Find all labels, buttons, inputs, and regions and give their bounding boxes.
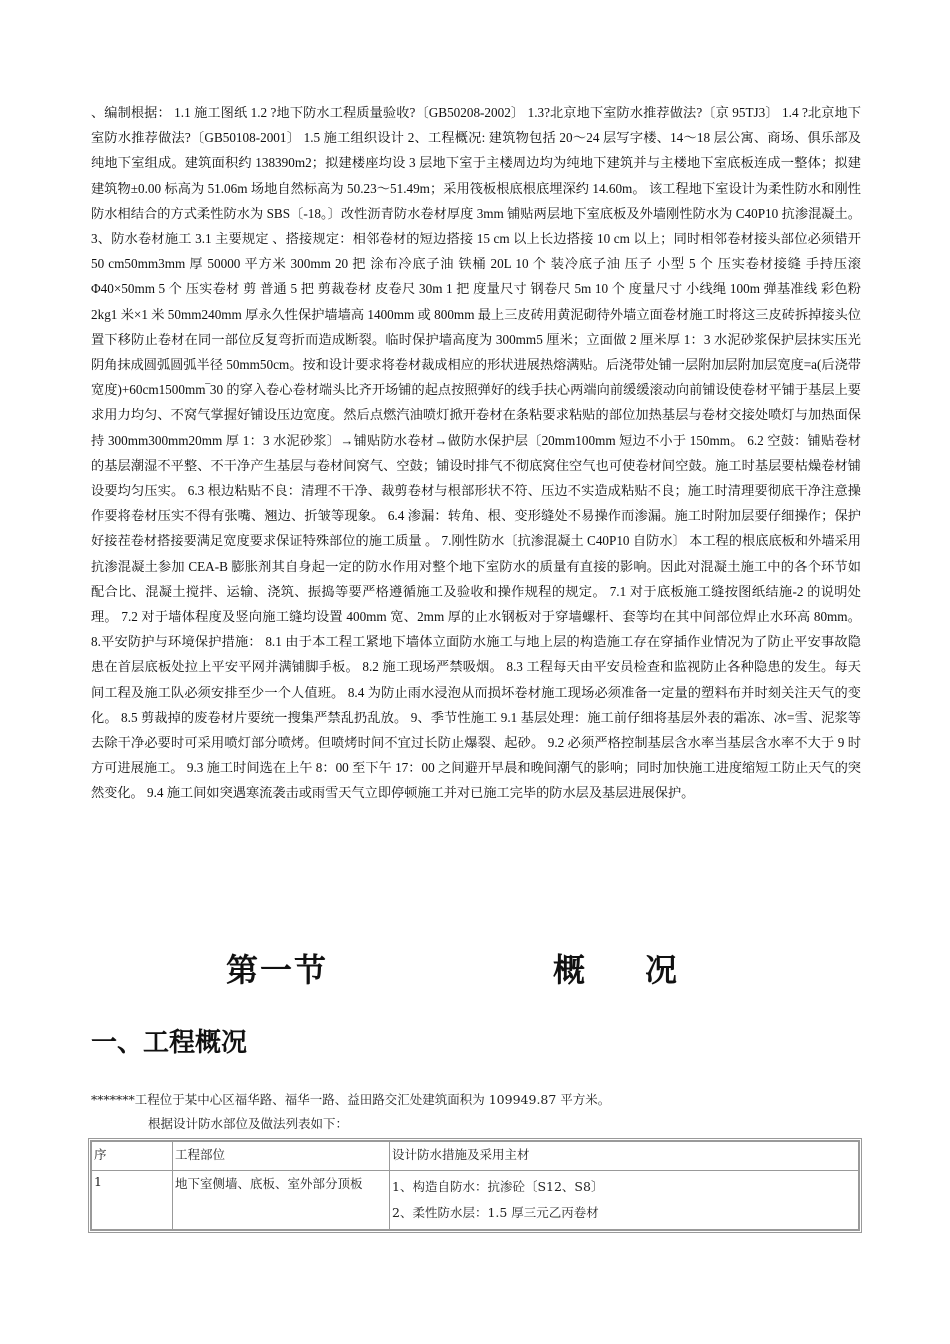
header-seq: 序 [92,1142,173,1171]
waterproof-table [88,1138,862,1233]
table-row [92,1171,859,1230]
header-measures: 设计防水措施及采用主材 [390,1142,859,1171]
body-paragraph: 、编制根据： 1.1 施工图纸 1.2 ?地下防水工程质量验收?〔GB50208-2002〕 1.3?北京地下室防水推荐做法?〔京 95TJ3〕 1.4 ?北京地下室防水推荐做法?〔GB50108-2001〕 1.5 施工组织设计 2、工程概况: 建筑物包括 20～24 层写字楼、14～18 层公寓、商场、俱乐部及纯地下室组成。建筑面积约 138390m2；拟建楼座均设 3 层地下室于主楼周边均为纯地下建筑并与主楼地下室底板连成一整体；拟建建筑物±0.00 标高为 51.06m 场地自然标高为 50.23～51.49m；采用筏板根底根底埋深约 14.60m。 该工程地下室设计为柔性防水和刚性防水相结合的方式柔性防水为 SBS〔-18。〕改性沥青防水卷材厚度 3mm 铺贴两层地下室底板及外墙刚性防水为 C40P10 抗渗混凝土。 3、防水卷材施工 3.1 主要规定 、搭接规定：相邻卷材的短边搭接 15 cm 以上长边搭接 10 cm 以上；同时相邻卷材接头部位必须错开 50 cm50mm3mm 厚 50000 平方米 300mm 20 把 涂布冷底子油 铁桶 20L 10 个 装冷底子油 压子 小型 5 个 压实卷材接缝 手持压滚 Φ40×50mm 5 个 压实卷材 剪 普通 5 把 剪裁卷材 皮卷尺 30m 1 把 度量尺寸 钢卷尺 5m 10 个 度量尺寸 小线绳 100m 弹基准线 彩色粉 2kg1 米×1 米 50mm240mm 厚永久性保护墙墙高 1400mm 或 800mm 最上三皮砖用黄泥砌待外墙立面卷材施工时将这三皮砖拆掉接头位置下移防止卷材在同一部位反复弯折而造成断裂。临时保护墙高度为 300mm5 厘米；立面做 2 厘米厚 1：3 水泥砂浆保护层抹实压光阴角抹成圆弧圆弧半径 50mm50cm。按和设计要求将卷材裁成相应的形状进展热熔满贴。后浇带处铺一层附加层附加层宽度=a(后浇带宽度)+60cm1500mm‾30 的穿入卷心卷材端头比齐开场铺的起点按照弹好的线手扶心两端向前缓缓滚动向前铺设使卷材平铺于基层上要求用力均匀、不窝气掌握好铺设压边宽度。然后点燃汽油喷灯掀开卷材在条粘要求粘贴的部位加热基层与卷材交接处喷灯与加热面保持 300mm300mm20mm 厚 1：3 水泥砂浆〕→铺贴防水卷材→做防水保护层〔20mm100mm 短边不小于 150mm。 6.2 空鼓：铺贴卷材的基层潮湿不平整、不干净产生基层与卷材间窝气、空鼓；铺设时排气不彻底窝住空气也可使卷材间空鼓。施工时基层要枯燥卷材铺设要均匀压实。 6.3 根边粘贴不良：清理不干净、裁剪卷材与根部形状不符、压边不实造成粘贴不良；施工时清理要彻底干净注意操作要将卷材压实不得有张嘴、翘边、折皱等现象。 6.4 渗漏：转角、根、变形缝处不易操作而渗漏。施工时附加层要仔细操作；保护好接茬卷材搭接要满足宽度要求保证特殊部位的施工质量 。 7.刚性防水〔抗渗混凝土 C40P10 自防水〕 本工程的根底底板和外墙采用抗渗混凝土参加 CEA-B 膨胀剂其自身起一定的防水作用对整个地下室防水的质量有直接的影响。因此对混凝土施工中的各个环节如配合比、混凝土搅拌、运输、浇筑、振捣等要严格遵循施工及验收和操作规程的规定。 7.1 对于底板施工缝按图纸结施-2 的说明处理。 7.2 对于墙体程度及竖向施工缝均设置 400mm 宽、2mm 厚的止水钢板对于穿墙螺杆、套等均在其中间部位焊止水环高 80mm。 8.平安防护与环境保护措施： 8.1 由于本工程工紧地下墙体立面防水施工与地上层的构造施工存在穿插作业情况为了防止平安事故隐患在首层底板处拉上平安平网并满铺脚手板。 8.2 施工现场严禁吸烟。 8.3 工程每天由平安员检查和监视防止各种隐患的发生。每天间工程及施工队必须安排至少一个人值班。 8.4 为防止雨水浸泡从而损坏卷材施工现场必须准备一定量的塑料布并时刻关注天气的变化。 8.5 剪裁掉的废卷材片要统一搜集严禁乱扔乱放。 9、季节性施工 9.1 基层处理：施工前仔细将基层外表的霜冻、冰=雪、泥浆等去除干净必要时可采用喷灯部分喷烤。但喷烤时间不宜过长防止爆裂、起砂。 9.2 必须严格控制基层含水率当基层含水率不大于 9 时方可进展施工。 9.3 施工时间选在上午 8：00 至下午 17：00 之间避开早晨和晚间潮气的影响；同时加快施工进度缩短工防止天气的突然变化。 9.4 施工间如突遇寒流袭击或雨雪天气立即停顿施工并对已施工完毕的防水层及基层进展保护。 [91,105,861,801]
section-title-left: 第一节 [226,951,329,989]
project-intro-line: *******工程位于某中心区福华路、福华一路、益田路交汇处建筑面积为 109949.87 平方米。 [91,1092,611,1107]
section-title-right: 概况 [553,951,738,989]
measure-item: 1、构造自防水：抗渗砼〔S12、S8〕 [392,1179,604,1194]
header-part: 工程部位 [173,1142,390,1171]
row-seq: 1 [92,1171,173,1230]
measure-item: 2、柔性防水层：1.5 厚三元乙丙卷材 [392,1205,599,1220]
table-header-row [92,1142,859,1171]
table-intro-line: 根据设计防水部位及做法列表如下： [148,1116,349,1131]
row-measures [390,1171,859,1230]
subsection-title: 一、工程概况 [91,1028,248,1058]
row-part: 地下室侧墙、底板、室外部分顶板 [173,1171,390,1230]
section-title [0,945,950,995]
